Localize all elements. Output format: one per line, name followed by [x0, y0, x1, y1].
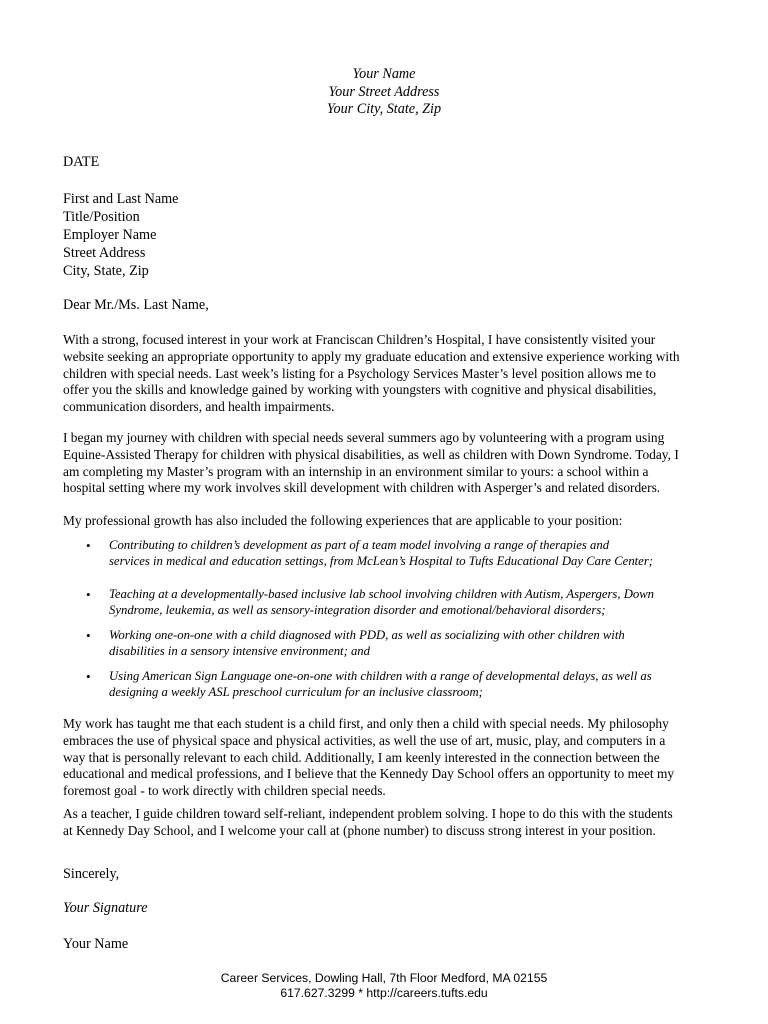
paragraph-journey [63, 430, 713, 497]
text-line: offer you the skills and knowledge gained by working with youngsters with cognitive and physical disabilities, [63, 382, 657, 398]
sender-city: Your City, State, Zip [326, 101, 442, 117]
recipient-title: Title/Position [63, 209, 140, 225]
experience-text [109, 628, 709, 660]
text-line: services in medical and education settings, from McLean’s Hospital to Tufts Educational Day Care Center; [109, 553, 653, 568]
text-line: designing a weekly ASL preschool curriculum for an inclusive classroom; [109, 684, 483, 699]
recipient-block [63, 190, 178, 280]
footer-address: Career Services, Dowling Hall, 7th Floor Medford, MA 02155 [220, 971, 548, 985]
recipient-name: First and Last Name [63, 191, 179, 207]
bullet-icon: • [86, 538, 91, 553]
signature: Your Signature [63, 900, 148, 916]
text-line: way that is personally relevant to each child. Additionally, I am keenly interested in the connection between the [63, 749, 660, 765]
text-line: Syndrome, leukemia, as well as sensory-integration disorder and emotional/behavioral disorders; [109, 602, 606, 617]
text-line: Using American Sign Language one-on-one with children with a range of developmental delays, as well as [109, 669, 652, 683]
bullet-icon: • [86, 669, 91, 684]
text-line: As a teacher, I guide children toward self-reliant, independent problem solving. I hope to do this with the students [63, 806, 673, 821]
salutation: Dear Mr./Ms. Last Name, [63, 297, 209, 313]
text-line: My professional growth has also included the following experiences that are applicable to your position: [63, 513, 623, 528]
text-line: embraces the use of physical space and physical activities, as well the use of art, music, play, and computers in a [63, 732, 666, 748]
experience-text [109, 587, 709, 619]
sender-name: Your Name [352, 66, 416, 82]
text-line: My work has taught me that each student is a child first, and only then a child with special needs. My philosophy [63, 716, 669, 731]
paragraph-interest [63, 332, 713, 416]
text-line: I began my journey with children with special needs several summers ago by volunteering with a program using [63, 430, 665, 445]
text-line: Equine-Assisted Therapy for children with physical disabilities, as well as children with Down Syndrome. Today, I [63, 446, 679, 462]
text-line: With a strong, focused interest in your work at Franciscan Children’s Hospital, I have consistently visited your [63, 332, 656, 347]
text-line: educational and medical professions, and I believe that the Kennedy Day School offers an opportunity to meet my [63, 766, 675, 782]
text-line: am completing my Master’s program with an internship in an environment similar to yours: a school within a [63, 463, 649, 479]
footer-contact: 617.627.3299 * http://careers.tufts.edu [280, 985, 488, 1000]
recipient-city: City, State, Zip [63, 263, 149, 279]
text-line: children with special needs. Last week’s listing for a Psychology Services Master’s level position allows me to [63, 365, 656, 381]
signer-name: Your Name [63, 936, 129, 952]
recipient-employer: Employer Name [63, 227, 157, 243]
text-line: Working one-on-one with a child diagnosed with PDD, as well as socializing with other children with [109, 628, 625, 642]
paragraph-growth [63, 513, 713, 530]
text-line: website seeking an appropriate opportunity to apply my graduate education and extensive experience working with [63, 348, 680, 364]
text-line: Teaching at a developmentally-based inclusive lab school involving children with Autism, Aspergers, Down [109, 587, 655, 601]
text-line: foremost goal - to work directly with children special needs. [63, 783, 386, 799]
text-line: disabilities in a sensory intensive environment; and [109, 643, 370, 658]
letter-date: DATE [63, 154, 100, 170]
bullet-icon: • [86, 587, 91, 602]
text-line: at Kennedy Day School, and I welcome your call at (phone number) to discuss strong interest in your position. [63, 822, 656, 838]
text-line: communication disorders, and health impairments. [63, 399, 335, 415]
experience-text [109, 669, 709, 701]
recipient-street: Street Address [63, 245, 146, 261]
sender-block [0, 66, 768, 119]
bullet-icon: • [86, 628, 91, 643]
text-line: hospital setting where my work involves skill development with children with Asperger’s and related disorders. [63, 480, 661, 496]
closing: Sincerely, [63, 866, 120, 882]
experience-text [109, 538, 709, 570]
paragraph-philosophy [63, 716, 713, 800]
sender-street: Your Street Address [328, 83, 440, 100]
text-line: Contributing to children’s development as part of a team model involving a range of therapies and [109, 538, 610, 552]
page-footer [0, 971, 768, 1000]
paragraph-closing [63, 806, 713, 840]
